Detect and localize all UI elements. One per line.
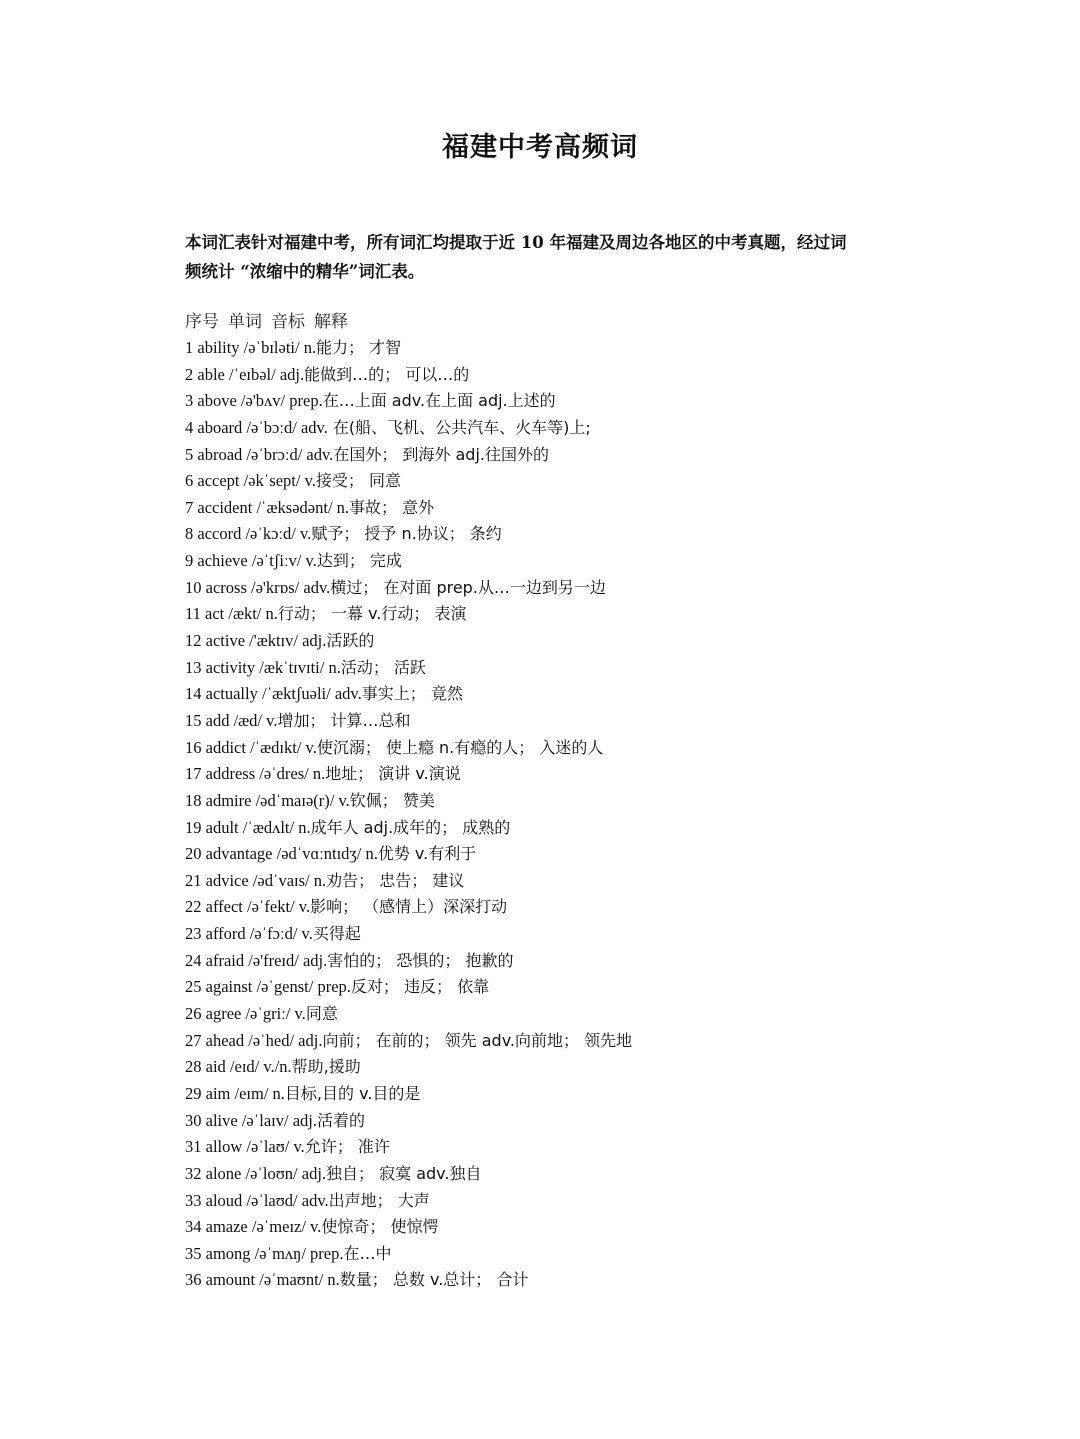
entry-definition: 在国外； 到海外 adj.往国外的 bbox=[333, 444, 549, 464]
entry-number: 23 bbox=[185, 924, 202, 944]
entry-pos: adv. bbox=[301, 1190, 329, 1210]
entry-phonetic: /əˈmʌŋ/ bbox=[254, 1243, 306, 1263]
entry-pos: v. bbox=[338, 790, 350, 810]
entry-pos: n. bbox=[313, 870, 327, 890]
entry-definition: 出声地； 大声 bbox=[328, 1190, 430, 1210]
entry-definition: 目标,目的 v.目的是 bbox=[284, 1083, 421, 1103]
entry-phonetic: /ækt/ bbox=[228, 604, 262, 624]
entry-number: 16 bbox=[185, 737, 202, 757]
entry-definition: 成年人 adj.成年的； 成熟的 bbox=[310, 817, 511, 837]
entry-definition: 帮助,援助 bbox=[291, 1057, 361, 1077]
entry-phonetic: /əˈlaʊ/ bbox=[246, 1137, 290, 1157]
entry-definition: 使惊奇； 使惊愕 bbox=[321, 1217, 439, 1237]
entry-word: aboard bbox=[197, 417, 243, 437]
entry-phonetic: /əˈgriː/ bbox=[245, 1004, 291, 1024]
entry-number: 22 bbox=[185, 897, 202, 917]
entry-definition: 活动； 活跃 bbox=[340, 657, 426, 677]
entry-pos: adv. bbox=[306, 444, 334, 464]
entry-number: 18 bbox=[185, 790, 202, 810]
list-item bbox=[185, 815, 1005, 842]
list-item bbox=[185, 1214, 1005, 1241]
entry-phonetic: /əˈkɔːd/ bbox=[245, 524, 296, 544]
entry-definition: 横过； 在对面 prep.从…一边到另一边 bbox=[330, 577, 606, 597]
entry-word: above bbox=[197, 391, 237, 411]
entry-phonetic: /əˈbɪləti/ bbox=[243, 338, 300, 357]
list-item bbox=[185, 655, 1005, 682]
entry-pos: v. bbox=[304, 471, 316, 491]
entry-definition: 事实上； 竟然 bbox=[361, 684, 463, 704]
entry-number: 12 bbox=[185, 631, 202, 651]
list-item bbox=[185, 362, 1005, 389]
entry-number: 26 bbox=[185, 1004, 202, 1024]
entry-number: 11 bbox=[185, 604, 201, 624]
entry-number: 17 bbox=[185, 764, 202, 784]
intro-line: 本词汇表针对福建中考，所有词汇均提取于近 10 年福建及周边各地区的中考真题，经过词 bbox=[185, 233, 847, 252]
entry-phonetic: /æd/ bbox=[233, 710, 263, 730]
entry-number: 7 bbox=[185, 497, 194, 517]
entry-phonetic: /əˈhed/ bbox=[248, 1030, 295, 1050]
entry-number: 33 bbox=[185, 1190, 202, 1210]
entry-word: active bbox=[205, 631, 246, 651]
list-item bbox=[185, 681, 1005, 708]
list-item bbox=[185, 1028, 1005, 1055]
entry-phonetic: /ədˈvaɪs/ bbox=[252, 870, 310, 890]
entry-phonetic: /ədˈvɑːntɪdʒ/ bbox=[276, 844, 362, 864]
entry-word: address bbox=[205, 764, 256, 784]
entry-phonetic: /ə'freɪd/ bbox=[248, 950, 299, 970]
entry-phonetic: /əˈbrɔːd/ bbox=[246, 444, 303, 464]
entry-phonetic: /ˈæksədənt/ bbox=[256, 497, 333, 517]
entry-definition: 使沉溺； 使上瘾 n.有瘾的人； 入迷的人 bbox=[316, 737, 604, 757]
entry-definition: 活着的 bbox=[316, 1110, 365, 1130]
list-item bbox=[185, 1188, 1005, 1215]
vocabulary-list bbox=[185, 335, 1005, 1294]
entry-definition: 数量； 总数 v.总计； 合计 bbox=[339, 1270, 529, 1290]
entry-word: accept bbox=[197, 471, 240, 491]
page-title: 福建中考高频词 bbox=[442, 132, 638, 163]
list-item bbox=[185, 628, 1005, 655]
list-item bbox=[185, 948, 1005, 975]
entry-phonetic: /'æktɪv/ bbox=[249, 631, 298, 651]
entry-phonetic: /ədˈmaɪə(r)/ bbox=[255, 790, 335, 810]
entry-phonetic: /ækˈtɪvɪti/ bbox=[259, 657, 325, 677]
list-item bbox=[185, 415, 1005, 442]
entry-pos: v. bbox=[293, 1137, 305, 1157]
entry-word: against bbox=[205, 977, 253, 997]
entry-phonetic: /əˈlaɪv/ bbox=[241, 1110, 289, 1130]
entry-pos: v. bbox=[301, 924, 313, 944]
entry-word: afraid bbox=[205, 950, 245, 970]
list-item bbox=[185, 1134, 1005, 1161]
entry-word: alive bbox=[205, 1110, 238, 1130]
entry-word: accident bbox=[197, 497, 253, 517]
list-item bbox=[185, 788, 1005, 815]
entry-word: advantage bbox=[205, 844, 273, 864]
intro-paragraph bbox=[185, 228, 905, 286]
entry-word: among bbox=[205, 1243, 251, 1263]
entry-word: addict bbox=[205, 737, 246, 757]
entry-word: able bbox=[197, 364, 225, 384]
list-item bbox=[185, 335, 1005, 362]
list-item bbox=[185, 735, 1005, 762]
entry-definition: 优势 v.有利于 bbox=[377, 844, 477, 864]
entry-word: aim bbox=[205, 1083, 231, 1103]
entry-number: 4 bbox=[185, 417, 194, 437]
entry-number: 30 bbox=[185, 1110, 202, 1130]
list-item bbox=[185, 1241, 1005, 1268]
entry-number: 20 bbox=[185, 844, 202, 864]
entry-definition: 在(船、飞机、公共汽车、火车等)上; bbox=[327, 417, 591, 437]
entry-definition: 在…上面 adv.在上面 adj.上述的 bbox=[322, 391, 556, 411]
list-item bbox=[185, 708, 1005, 735]
entry-definition: 劝告； 忠告； 建议 bbox=[326, 870, 465, 890]
entry-word: achieve bbox=[197, 551, 248, 571]
entry-number: 19 bbox=[185, 817, 202, 837]
entry-word: aid bbox=[205, 1057, 226, 1077]
entry-word: amount bbox=[205, 1270, 256, 1290]
entry-phonetic: /əˈtʃiːv/ bbox=[251, 551, 302, 571]
entry-pos: v. bbox=[305, 551, 317, 571]
entry-pos: v. bbox=[310, 1217, 322, 1237]
list-item bbox=[185, 442, 1005, 469]
entry-pos: n. bbox=[298, 817, 311, 837]
entry-phonetic: /əkˈsept/ bbox=[243, 471, 301, 491]
entry-pos: v. bbox=[305, 737, 317, 757]
entry-word: afford bbox=[205, 924, 246, 944]
entry-phonetic: /əˈfekt/ bbox=[247, 897, 295, 917]
entry-number: 36 bbox=[185, 1270, 202, 1290]
entry-phonetic: /ˈædʌlt/ bbox=[242, 817, 295, 837]
list-item bbox=[185, 974, 1005, 1001]
entry-word: actually bbox=[205, 684, 258, 704]
entry-word: allow bbox=[205, 1137, 243, 1157]
header-word: 单词 bbox=[228, 312, 262, 332]
list-item bbox=[185, 1054, 1005, 1081]
entry-number: 3 bbox=[185, 391, 194, 411]
list-item bbox=[185, 921, 1005, 948]
entry-pos: adv. bbox=[300, 417, 328, 437]
entry-pos: adj. bbox=[302, 631, 327, 651]
entry-word: accord bbox=[197, 524, 242, 544]
entry-word: admire bbox=[205, 790, 252, 810]
entry-pos: prep. bbox=[289, 391, 323, 411]
list-item bbox=[185, 1081, 1005, 1108]
entry-word: advice bbox=[205, 870, 249, 890]
entry-definition: 能力； 才智 bbox=[316, 338, 402, 357]
entry-number: 10 bbox=[185, 577, 202, 597]
entry-definition: 钦佩； 赞美 bbox=[349, 790, 435, 810]
entry-phonetic: /əˈloʊn/ bbox=[245, 1163, 298, 1183]
entry-definition: 行动； 一幕 v.行动； 表演 bbox=[277, 604, 467, 624]
header-number: 序号 bbox=[185, 312, 219, 332]
entry-definition: 买得起 bbox=[312, 924, 361, 944]
entry-definition: 增加； 计算…总和 bbox=[277, 710, 411, 730]
entry-pos: adv. bbox=[303, 577, 331, 597]
list-item bbox=[185, 1161, 1005, 1188]
entry-word: affect bbox=[205, 897, 243, 917]
list-item bbox=[185, 521, 1005, 548]
column-header bbox=[185, 308, 357, 336]
entry-phonetic: /əˈlaʊd/ bbox=[246, 1190, 298, 1210]
entry-word: ability bbox=[197, 338, 240, 357]
entry-word: across bbox=[205, 577, 247, 597]
entry-definition: 向前； 在前的； 领先 adv.向前地； 领先地 bbox=[322, 1030, 633, 1050]
entry-phonetic: /ˈæktʃuəli/ bbox=[261, 684, 331, 704]
entry-definition: 达到； 完成 bbox=[316, 551, 402, 571]
entry-phonetic: /əˈbɔːd/ bbox=[246, 417, 297, 437]
entry-word: abroad bbox=[197, 444, 243, 464]
entry-phonetic: /əˈdres/ bbox=[259, 764, 309, 784]
entry-phonetic: /ə'bʌv/ bbox=[240, 391, 286, 411]
entry-pos: prep. bbox=[310, 1243, 344, 1263]
entry-phonetic: /ˈædɪkt/ bbox=[250, 737, 302, 757]
entry-word: add bbox=[205, 710, 230, 730]
entry-phonetic: /əˈgenst/ bbox=[256, 977, 314, 997]
list-item bbox=[185, 1267, 1005, 1294]
entry-pos: v. bbox=[298, 897, 311, 917]
entry-number: 1 bbox=[185, 338, 194, 357]
entry-definition: 反对； 违反； 依靠 bbox=[350, 977, 490, 997]
entry-definition: 接受； 同意 bbox=[315, 471, 401, 491]
list-item bbox=[185, 495, 1005, 522]
entry-word: aloud bbox=[205, 1190, 243, 1210]
entry-word: amaze bbox=[205, 1217, 248, 1237]
entry-definition: 事故； 意外 bbox=[349, 497, 435, 517]
entry-pos: adj. bbox=[301, 1163, 327, 1183]
entry-pos: prep. bbox=[317, 977, 351, 997]
entry-pos: v. bbox=[294, 1004, 306, 1024]
list-item bbox=[185, 548, 1005, 575]
entry-phonetic: /eɪd/ bbox=[229, 1057, 260, 1077]
entry-word: alone bbox=[205, 1163, 242, 1183]
entry-word: activity bbox=[205, 657, 256, 677]
entry-phonetic: /eɪm/ bbox=[234, 1083, 269, 1103]
entry-pos: adj. bbox=[298, 1030, 323, 1050]
header-phonetic: 音标 bbox=[271, 312, 305, 332]
entry-number: 15 bbox=[185, 710, 202, 730]
entry-definition: 地址； 演讲 v.演说 bbox=[325, 764, 461, 784]
entry-definition: 赋予； 授予 n.协议； 条约 bbox=[311, 524, 502, 544]
entry-pos: n. bbox=[312, 764, 326, 784]
list-item bbox=[185, 1001, 1005, 1028]
entry-number: 32 bbox=[185, 1163, 202, 1183]
intro-line: 频统计 “浓缩中的精华”词汇表。 bbox=[185, 262, 425, 281]
entry-pos: adv. bbox=[334, 684, 362, 704]
entry-definition: 能做到…的； 可以…的 bbox=[304, 364, 470, 384]
entry-definition: 害怕的； 恐惧的； 抱歉的 bbox=[327, 950, 514, 970]
entry-number: 27 bbox=[185, 1030, 202, 1050]
entry-pos: n. bbox=[303, 338, 317, 357]
entry-number: 2 bbox=[185, 364, 194, 384]
entry-word: act bbox=[205, 604, 225, 624]
list-item bbox=[185, 868, 1005, 895]
entry-pos: n. bbox=[328, 657, 341, 677]
entry-phonetic: /ə'krɒs/ bbox=[250, 577, 300, 597]
entry-pos: v./n. bbox=[263, 1057, 292, 1077]
entry-number: 13 bbox=[185, 657, 202, 677]
entry-pos: n. bbox=[327, 1270, 340, 1290]
entry-number: 8 bbox=[185, 524, 194, 544]
entry-number: 5 bbox=[185, 444, 194, 464]
entry-number: 35 bbox=[185, 1243, 202, 1263]
entry-pos: n. bbox=[365, 844, 378, 864]
entry-number: 24 bbox=[185, 950, 202, 970]
entry-phonetic: /əˈmaʊnt/ bbox=[259, 1270, 324, 1290]
entry-phonetic: /əˈfɔːd/ bbox=[249, 924, 298, 944]
entry-definition: 在…中 bbox=[343, 1243, 392, 1263]
entry-pos: n. bbox=[272, 1083, 285, 1103]
entry-number: 25 bbox=[185, 977, 202, 997]
entry-word: ahead bbox=[205, 1030, 245, 1050]
list-item bbox=[185, 601, 1005, 628]
entry-pos: adj. bbox=[292, 1110, 317, 1130]
entry-word: agree bbox=[205, 1004, 242, 1024]
entry-number: 21 bbox=[185, 870, 202, 890]
entry-number: 14 bbox=[185, 684, 202, 704]
entry-phonetic: /əˈmeɪz/ bbox=[251, 1217, 306, 1237]
entry-number: 9 bbox=[185, 551, 194, 571]
entry-number: 34 bbox=[185, 1217, 202, 1237]
entry-number: 6 bbox=[185, 471, 194, 491]
entry-pos: adj. bbox=[279, 364, 305, 384]
entry-definition: 独自； 寂寞 adv.独自 bbox=[326, 1163, 482, 1183]
entry-definition: 同意 bbox=[305, 1004, 338, 1024]
entry-pos: n. bbox=[265, 604, 278, 624]
header-definition: 解释 bbox=[314, 312, 348, 332]
entry-pos: v. bbox=[266, 710, 278, 730]
entry-pos: n. bbox=[336, 497, 350, 517]
entry-pos: v. bbox=[300, 524, 312, 544]
list-item bbox=[185, 841, 1005, 868]
entry-number: 31 bbox=[185, 1137, 202, 1157]
entry-word: adult bbox=[205, 817, 239, 837]
entry-number: 29 bbox=[185, 1083, 202, 1103]
list-item bbox=[185, 894, 1005, 921]
list-item bbox=[185, 1108, 1005, 1135]
list-item bbox=[185, 388, 1005, 415]
list-item bbox=[185, 468, 1005, 495]
list-item bbox=[185, 575, 1005, 602]
entry-definition: 活跃的 bbox=[326, 631, 375, 651]
entry-phonetic: /ˈeɪbəl/ bbox=[228, 364, 276, 384]
entry-definition: 影响； （感情上）深深打动 bbox=[310, 897, 508, 917]
entry-number: 28 bbox=[185, 1057, 202, 1077]
list-item bbox=[185, 761, 1005, 788]
entry-pos: adj. bbox=[302, 950, 328, 970]
entry-definition: 允许； 准许 bbox=[304, 1137, 390, 1157]
